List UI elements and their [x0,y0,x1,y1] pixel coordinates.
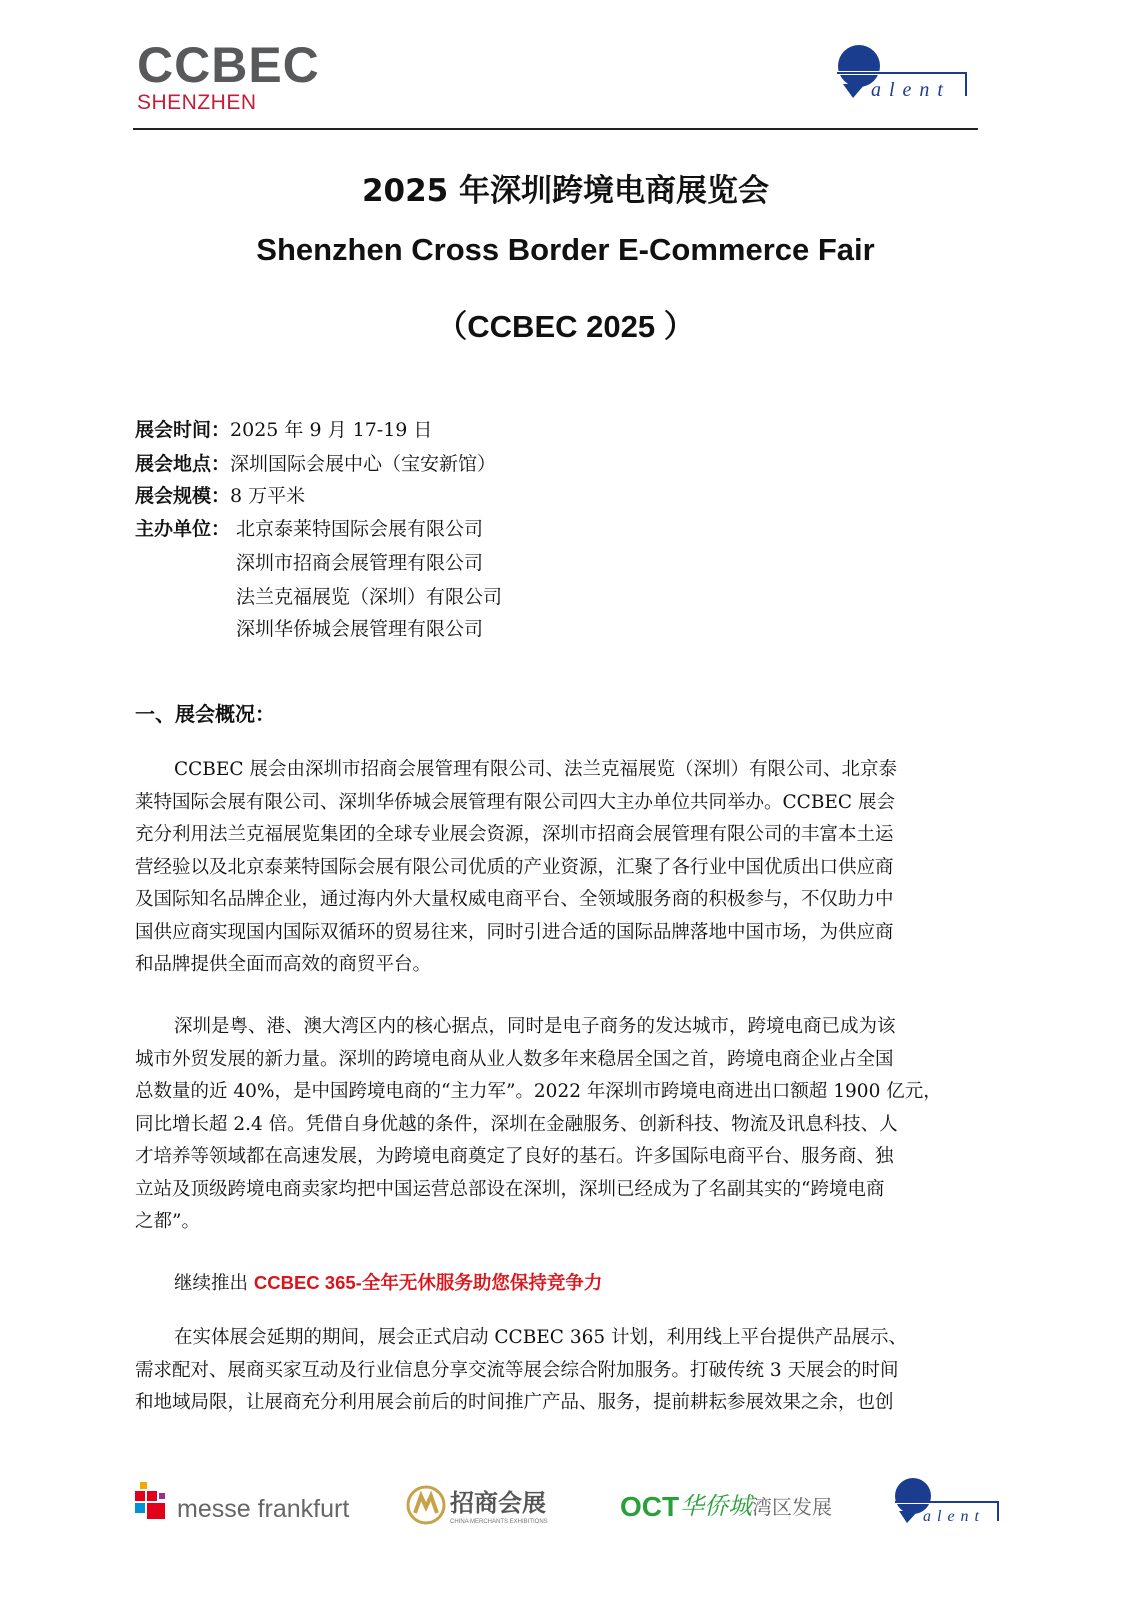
svg-text:湾区发展: 湾区发展 [752,1495,832,1519]
paragraph-line: 立站及顶级跨境电商卖家均把中国运营总部设在深圳，深圳已经成为了名副其实的“跨境电商 [135,1178,885,1200]
paragraph-line: 营经验以及北京泰莱特国际会展有限公司优质的产业资源，汇聚了各行业中国优质出口供应商 [135,856,894,878]
paragraph-line: 及国际知名品牌企业，通过海内外大量权威电商平台、全领域服务商的积极参与，不仅助力中 [135,889,894,910]
paragraph-shenzhen [135,1011,975,1239]
svg-text:华侨城: 华侨城 [680,1492,752,1520]
organizer-item: 深圳市招商会展管理有限公司 [236,552,484,574]
talent-logo-footer [893,1475,1003,1531]
paragraph-line: 充分利用法兰克福展览集团的全球专业展会资源，深圳市招商会展管理有限公司的丰富本土运 [135,824,894,845]
info-organizer-label: 主办单位： [135,518,231,540]
talent-logo [835,40,970,106]
info-time-label: 展会时间： [135,419,231,441]
paragraph-line: 和地域局限，让展商充分利用展会前后的时间推广产品、服务，提前耕耘参展效果之余，也创 [135,1392,894,1413]
organizer-item: 深圳华侨城会展管理有限公司 [236,618,484,640]
info-place-label: 展会地点： [135,453,231,475]
header-divider [133,128,978,130]
ccbec-shenzhen-logo [137,37,320,114]
paragraph-line: 城市外贸发展的新力量。深圳的跨境电商从业人数多年来稳居全国之首，跨境电商企业占全国 [135,1048,894,1070]
paragraph-line: CCBEC 展会由深圳市招商会展管理有限公司、法兰克福展览（深圳）有限公司、北京泰 [174,759,897,780]
svg-text:CHINA MERCHANTS EXHIBITIONS: CHINA MERCHANTS EXHIBITIONS [450,1519,548,1525]
paragraph-line: 深圳是粤、港、澳大湾区内的核心据点，同时是电子商务的发达城市，跨境电商已成为该 [174,1016,896,1037]
oct-bay-area-logo [620,1486,835,1530]
paragraph-line: 同比增长超 2.4 倍。凭借自身优越的条件，深圳在金融服务、创新科技、物流及讯息科技、人 [135,1113,898,1135]
paragraph-line: 需求配对、展商买家互动及行业信息分享交流等展会综合附加服务。打破传统 3 天展会的时间 [135,1359,899,1381]
organizer-item: 法兰克福展览（深圳）有限公司 [236,586,503,608]
ccbec365-prefix: 继续推出 [174,1273,254,1294]
info-scale-value: 8 万平米 [230,485,306,507]
title-code: （CCBEC 2025 ） [436,309,695,344]
paragraph-line: 莱特国际会展有限公司、深圳华侨城会展管理有限公司四大主办单位共同举办。CCBEC 展会 [135,791,895,813]
logo-sub-text: SHENZHEN [137,91,257,114]
paragraph-plan [135,1322,975,1420]
svg-text:OCT: OCT [620,1491,680,1522]
paragraph-line: 才培养等领域都在高速发展，为跨境电商奠定了良好的基石。许多国际电商平台、服务商、独 [135,1146,894,1167]
info-scale-label: 展会规模： [135,485,231,507]
svg-text:alent: alent [923,1508,985,1525]
messe-frankfurt-text: messe frankfurt [177,1495,350,1523]
paragraph-line: 之都”。 [135,1211,200,1232]
info-time-value: 2025 年 9 月 17-19 日 [230,419,433,441]
svg-text:招商会展: 招商会展 [450,1489,546,1517]
paragraph-intro [135,754,975,982]
organizer-item: 北京泰莱特国际会展有限公司 [236,518,484,540]
paragraph-line: 和品牌提供全面而高效的商贸平台。 [135,954,432,975]
info-time [135,414,432,447]
messe-frankfurt-logo [135,1480,173,1526]
title-chinese: 2025 年深圳跨境电商展览会 [361,173,770,209]
paragraph-line: 在实体展会延期的期间，展会正式启动 CCBEC 365 计划，利用线上平台提供产品展示、 [174,1327,908,1348]
info-scale [135,480,305,513]
paragraph-line [135,1267,975,1301]
logo-main-text: CCBEC [137,37,320,93]
section-heading-overview: 一、展会概况： [135,702,275,726]
paragraph-ccbec365 [135,1267,975,1301]
info-place-value: 深圳国际会展中心（宝安新馆） [230,453,497,475]
ccbec365-highlight: CCBEC 365-全年无休服务助您保持竞争力 [253,1272,603,1293]
info-organizer [135,513,230,546]
paragraph-line: 国供应商实现国内国际双循环的贸易往来，同时引进合适的国际品牌落地中国市场，为供应商 [135,921,894,943]
title-english: Shenzhen Cross Border E-Commerce Fair [256,232,875,267]
paragraph-line: 总数量的近 40%，是中国跨境电商的“主力军”。2022 年深圳市跨境电商进出口额超 1900 亿元， [135,1081,942,1102]
info-place [135,448,496,481]
svg-text:alent: alent [871,79,951,101]
china-merchants-logo [406,1485,556,1531]
